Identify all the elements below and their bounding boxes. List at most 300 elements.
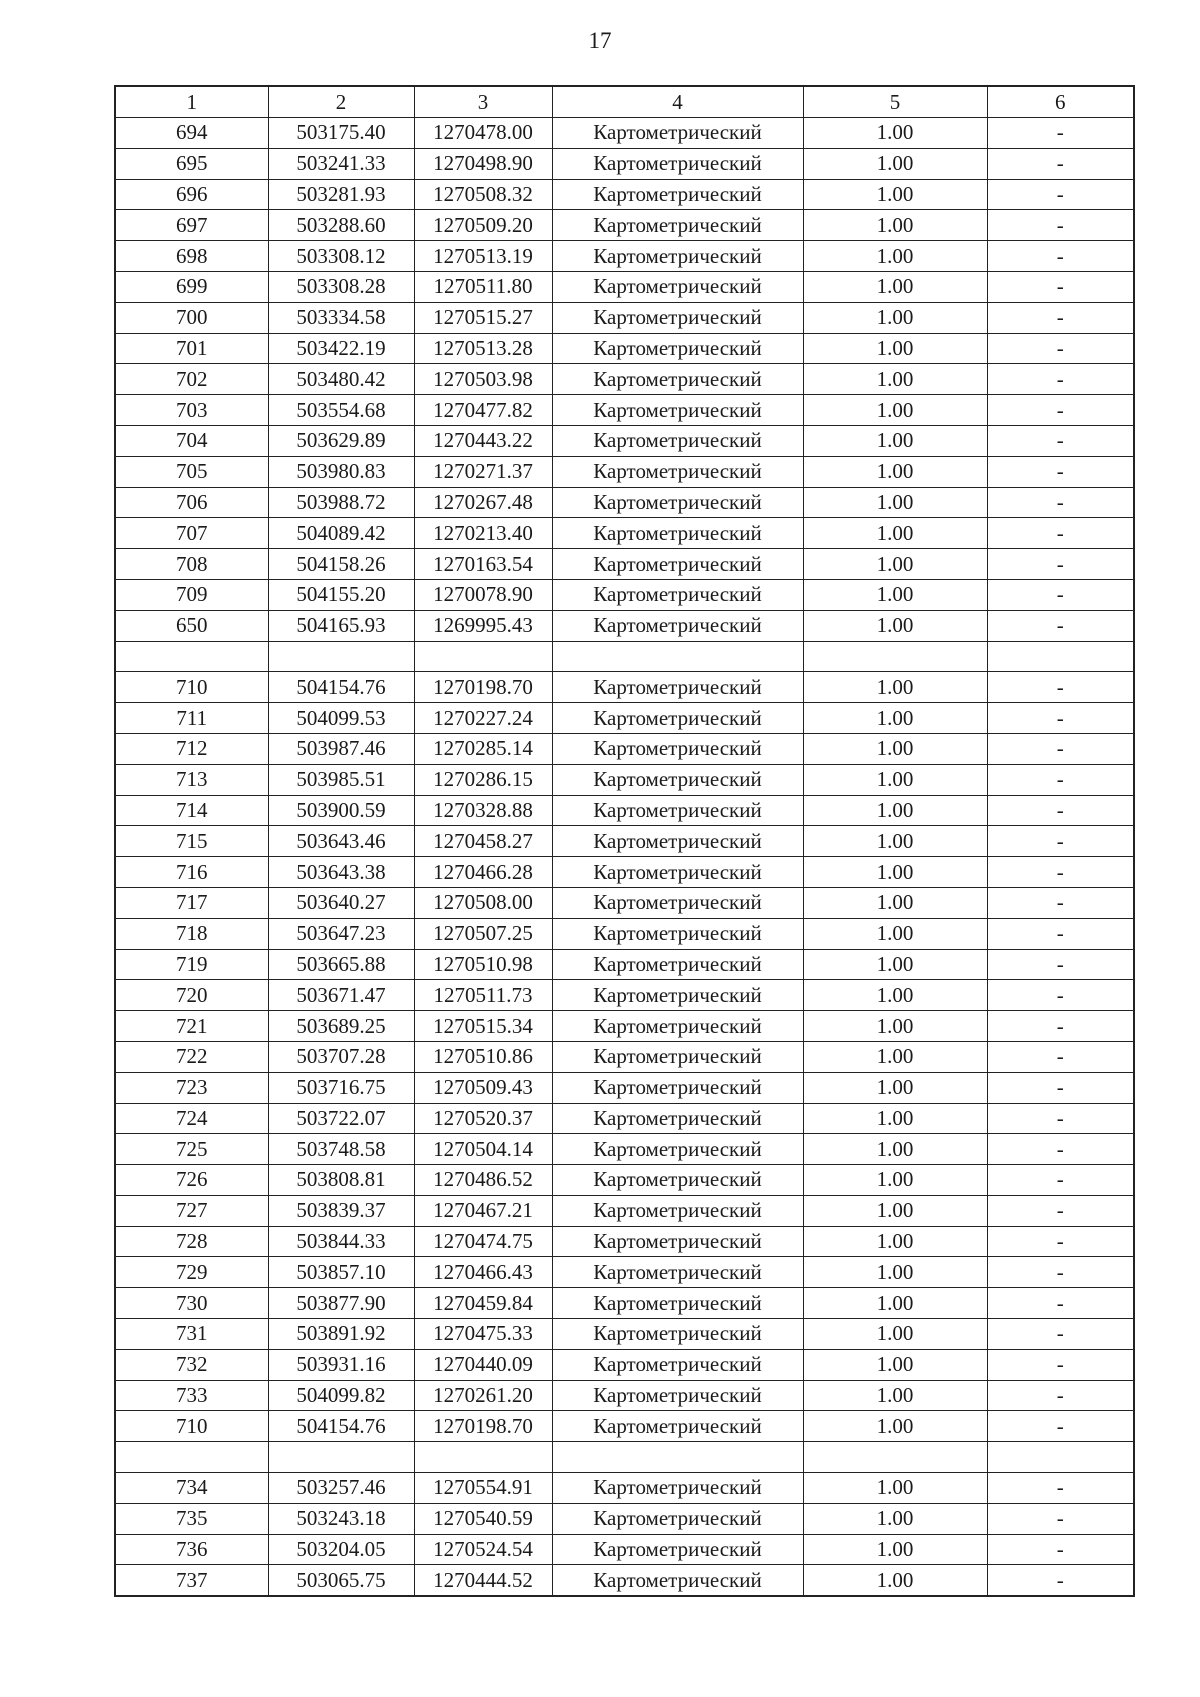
accuracy-cell: 1.00 — [803, 333, 987, 364]
y-coordinate-cell: 1270515.27 — [414, 302, 552, 333]
method-cell: Картометрический — [552, 1134, 803, 1165]
y-coordinate-cell: 1270198.70 — [414, 672, 552, 703]
y-coordinate-cell: 1270510.86 — [414, 1041, 552, 1072]
note-cell — [987, 1442, 1134, 1473]
accuracy-cell: 1.00 — [803, 1195, 987, 1226]
y-coordinate-cell: 1270466.43 — [414, 1257, 552, 1288]
y-coordinate-cell: 1270328.88 — [414, 795, 552, 826]
method-cell: Картометрический — [552, 1288, 803, 1319]
method-cell: Картометрический — [552, 1257, 803, 1288]
accuracy-cell: 1.00 — [803, 733, 987, 764]
column-header-3: 3 — [414, 86, 552, 118]
point-number-cell: 726 — [115, 1165, 268, 1196]
point-number-cell: 695 — [115, 148, 268, 179]
method-cell: Картометрический — [552, 179, 803, 210]
method-cell: Картометрический — [552, 579, 803, 610]
x-coordinate-cell: 504165.93 — [268, 610, 414, 641]
accuracy-cell: 1.00 — [803, 271, 987, 302]
point-number-cell: 694 — [115, 118, 268, 149]
note-cell: - — [987, 1041, 1134, 1072]
x-coordinate-cell: 504154.76 — [268, 1411, 414, 1442]
note-cell: - — [987, 980, 1134, 1011]
method-cell: Картометрический — [552, 1041, 803, 1072]
point-number-cell: 737 — [115, 1565, 268, 1596]
x-coordinate-cell: 504154.76 — [268, 672, 414, 703]
x-coordinate-cell: 504158.26 — [268, 549, 414, 580]
accuracy-cell: 1.00 — [803, 980, 987, 1011]
point-number-cell: 711 — [115, 703, 268, 734]
point-number-cell: 700 — [115, 302, 268, 333]
point-number-cell: 702 — [115, 364, 268, 395]
note-cell: - — [987, 456, 1134, 487]
y-coordinate-cell: 1270520.37 — [414, 1103, 552, 1134]
accuracy-cell: 1.00 — [803, 887, 987, 918]
accuracy-cell: 1.00 — [803, 826, 987, 857]
method-cell: Картометрический — [552, 302, 803, 333]
method-cell: Картометрический — [552, 425, 803, 456]
table-row — [115, 1503, 1134, 1534]
method-cell: Картометрический — [552, 118, 803, 149]
method-cell: Картометрический — [552, 1349, 803, 1380]
x-coordinate-cell: 503308.28 — [268, 271, 414, 302]
x-coordinate-cell: 503808.81 — [268, 1165, 414, 1196]
x-coordinate-cell: 503985.51 — [268, 764, 414, 795]
x-coordinate-cell: 503288.60 — [268, 210, 414, 241]
x-coordinate-cell: 503065.75 — [268, 1565, 414, 1596]
note-cell: - — [987, 1503, 1134, 1534]
table-row — [115, 703, 1134, 734]
note-cell: - — [987, 395, 1134, 426]
point-number-cell: 733 — [115, 1380, 268, 1411]
x-coordinate-cell: 503844.33 — [268, 1226, 414, 1257]
table-row — [115, 118, 1134, 149]
accuracy-cell: 1.00 — [803, 118, 987, 149]
table-row — [115, 1226, 1134, 1257]
y-coordinate-cell: 1270444.52 — [414, 1565, 552, 1596]
table-row — [115, 1072, 1134, 1103]
point-number-cell: 714 — [115, 795, 268, 826]
x-coordinate-cell: 503900.59 — [268, 795, 414, 826]
accuracy-cell: 1.00 — [803, 1565, 987, 1596]
table-row — [115, 1473, 1134, 1504]
point-number-cell: 730 — [115, 1288, 268, 1319]
point-number-cell: 720 — [115, 980, 268, 1011]
accuracy-cell: 1.00 — [803, 672, 987, 703]
column-header-6: 6 — [987, 86, 1134, 118]
accuracy-cell: 1.00 — [803, 1411, 987, 1442]
table-row — [115, 1319, 1134, 1350]
method-cell: Картометрический — [552, 1411, 803, 1442]
point-number-cell: 699 — [115, 271, 268, 302]
note-cell: - — [987, 118, 1134, 149]
table-row — [115, 425, 1134, 456]
point-number-cell: 724 — [115, 1103, 268, 1134]
x-coordinate-cell: 504155.20 — [268, 579, 414, 610]
point-number-cell: 716 — [115, 857, 268, 888]
y-coordinate-cell: 1270510.98 — [414, 949, 552, 980]
table-row — [115, 1380, 1134, 1411]
note-cell: - — [987, 518, 1134, 549]
accuracy-cell: 1.00 — [803, 1288, 987, 1319]
y-coordinate-cell: 1270477.82 — [414, 395, 552, 426]
method-cell: Картометрический — [552, 1534, 803, 1565]
accuracy-cell: 1.00 — [803, 1473, 987, 1504]
method-cell: Картометрический — [552, 703, 803, 734]
note-cell: - — [987, 795, 1134, 826]
x-coordinate-cell: 503987.46 — [268, 733, 414, 764]
y-coordinate-cell: 1270440.09 — [414, 1349, 552, 1380]
point-number-cell: 712 — [115, 733, 268, 764]
y-coordinate-cell: 1270503.98 — [414, 364, 552, 395]
note-cell: - — [987, 425, 1134, 456]
point-number-cell: 710 — [115, 1411, 268, 1442]
method-cell: Картометрический — [552, 1319, 803, 1350]
accuracy-cell: 1.00 — [803, 549, 987, 580]
method-cell: Картометрический — [552, 1226, 803, 1257]
table-row — [115, 456, 1134, 487]
x-coordinate-cell: 504099.53 — [268, 703, 414, 734]
point-number-cell: 721 — [115, 1011, 268, 1042]
method-cell: Картометрический — [552, 857, 803, 888]
x-coordinate-cell: 503665.88 — [268, 949, 414, 980]
y-coordinate-cell: 1270467.21 — [414, 1195, 552, 1226]
y-coordinate-cell — [414, 1442, 552, 1473]
accuracy-cell: 1.00 — [803, 1165, 987, 1196]
note-cell: - — [987, 1349, 1134, 1380]
y-coordinate-cell: 1270213.40 — [414, 518, 552, 549]
accuracy-cell: 1.00 — [803, 425, 987, 456]
x-coordinate-cell: 503629.89 — [268, 425, 414, 456]
table-row — [115, 918, 1134, 949]
note-cell: - — [987, 1380, 1134, 1411]
note-cell: - — [987, 302, 1134, 333]
y-coordinate-cell: 1270524.54 — [414, 1534, 552, 1565]
table-row — [115, 241, 1134, 272]
y-coordinate-cell: 1270498.90 — [414, 148, 552, 179]
note-cell: - — [987, 1257, 1134, 1288]
method-cell — [552, 641, 803, 672]
method-cell: Картометрический — [552, 1503, 803, 1534]
page-number: 17 — [588, 28, 612, 53]
x-coordinate-cell: 503988.72 — [268, 487, 414, 518]
point-number-cell: 715 — [115, 826, 268, 857]
table-header — [115, 86, 1134, 118]
accuracy-cell: 1.00 — [803, 918, 987, 949]
method-cell: Картометрический — [552, 148, 803, 179]
table-row — [115, 518, 1134, 549]
table-row — [115, 210, 1134, 241]
table-row — [115, 764, 1134, 795]
table-row — [115, 271, 1134, 302]
method-cell: Картометрический — [552, 487, 803, 518]
y-coordinate-cell: 1270478.00 — [414, 118, 552, 149]
y-coordinate-cell: 1270486.52 — [414, 1165, 552, 1196]
method-cell: Картометрический — [552, 1072, 803, 1103]
x-coordinate-cell: 504089.42 — [268, 518, 414, 549]
column-header-1: 1 — [115, 86, 268, 118]
note-cell: - — [987, 1288, 1134, 1319]
x-coordinate-cell — [268, 641, 414, 672]
header-row — [115, 86, 1134, 118]
method-cell: Картометрический — [552, 549, 803, 580]
note-cell: - — [987, 210, 1134, 241]
x-coordinate-cell: 503243.18 — [268, 1503, 414, 1534]
method-cell: Картометрический — [552, 456, 803, 487]
accuracy-cell: 1.00 — [803, 1319, 987, 1350]
note-cell: - — [987, 549, 1134, 580]
x-coordinate-cell: 503857.10 — [268, 1257, 414, 1288]
accuracy-cell: 1.00 — [803, 579, 987, 610]
x-coordinate-cell: 503877.90 — [268, 1288, 414, 1319]
y-coordinate-cell: 1270515.34 — [414, 1011, 552, 1042]
accuracy-cell: 1.00 — [803, 610, 987, 641]
point-number-cell: 705 — [115, 456, 268, 487]
method-cell: Картометрический — [552, 610, 803, 641]
y-coordinate-cell: 1270509.43 — [414, 1072, 552, 1103]
table-body — [115, 118, 1134, 1597]
note-cell: - — [987, 733, 1134, 764]
method-cell: Картометрический — [552, 826, 803, 857]
method-cell: Картометрический — [552, 1195, 803, 1226]
y-coordinate-cell: 1270511.80 — [414, 271, 552, 302]
table-row — [115, 980, 1134, 1011]
table-row — [115, 179, 1134, 210]
point-number-cell: 701 — [115, 333, 268, 364]
note-cell: - — [987, 1565, 1134, 1596]
method-cell: Картометрический — [552, 918, 803, 949]
y-coordinate-cell: 1270271.37 — [414, 456, 552, 487]
x-coordinate-cell: 503891.92 — [268, 1319, 414, 1350]
method-cell: Картометрический — [552, 518, 803, 549]
accuracy-cell: 1.00 — [803, 1072, 987, 1103]
method-cell: Картометрический — [552, 241, 803, 272]
point-number-cell: 698 — [115, 241, 268, 272]
note-cell: - — [987, 764, 1134, 795]
note-cell: - — [987, 1473, 1134, 1504]
method-cell: Картометрический — [552, 1165, 803, 1196]
table-row — [115, 148, 1134, 179]
method-cell: Картометрический — [552, 364, 803, 395]
note-cell: - — [987, 918, 1134, 949]
note-cell: - — [987, 610, 1134, 641]
x-coordinate-cell: 503722.07 — [268, 1103, 414, 1134]
accuracy-cell: 1.00 — [803, 1041, 987, 1072]
note-cell: - — [987, 579, 1134, 610]
x-coordinate-cell: 503647.23 — [268, 918, 414, 949]
point-number-cell: 729 — [115, 1257, 268, 1288]
note-cell: - — [987, 1072, 1134, 1103]
point-number-cell: 710 — [115, 672, 268, 703]
table-row — [115, 1011, 1134, 1042]
accuracy-cell: 1.00 — [803, 1103, 987, 1134]
table-row — [115, 1534, 1134, 1565]
table-row — [115, 887, 1134, 918]
method-cell: Картометрический — [552, 672, 803, 703]
y-coordinate-cell: 1270474.75 — [414, 1226, 552, 1257]
note-cell: - — [987, 887, 1134, 918]
table-row — [115, 857, 1134, 888]
y-coordinate-cell: 1270267.48 — [414, 487, 552, 518]
method-cell: Картометрический — [552, 887, 803, 918]
table-row — [115, 949, 1134, 980]
y-coordinate-cell: 1270513.19 — [414, 241, 552, 272]
accuracy-cell — [803, 641, 987, 672]
accuracy-cell: 1.00 — [803, 302, 987, 333]
point-number-cell: 703 — [115, 395, 268, 426]
point-number-cell — [115, 1442, 268, 1473]
accuracy-cell: 1.00 — [803, 1226, 987, 1257]
column-header-2: 2 — [268, 86, 414, 118]
note-cell: - — [987, 949, 1134, 980]
point-number-cell: 735 — [115, 1503, 268, 1534]
y-coordinate-cell: 1269995.43 — [414, 610, 552, 641]
table-row — [115, 1565, 1134, 1596]
note-cell: - — [987, 1134, 1134, 1165]
point-number-cell — [115, 641, 268, 672]
y-coordinate-cell — [414, 641, 552, 672]
table-row — [115, 826, 1134, 857]
accuracy-cell: 1.00 — [803, 241, 987, 272]
table-row — [115, 579, 1134, 610]
table-row — [115, 549, 1134, 580]
note-cell: - — [987, 1103, 1134, 1134]
x-coordinate-cell: 503257.46 — [268, 1473, 414, 1504]
y-coordinate-cell: 1270509.20 — [414, 210, 552, 241]
note-cell: - — [987, 1319, 1134, 1350]
point-number-cell: 708 — [115, 549, 268, 580]
x-coordinate-cell: 503175.40 — [268, 118, 414, 149]
method-cell: Картометрический — [552, 980, 803, 1011]
table-row — [115, 364, 1134, 395]
accuracy-cell: 1.00 — [803, 949, 987, 980]
table-row — [115, 1041, 1134, 1072]
x-coordinate-cell: 503422.19 — [268, 333, 414, 364]
note-cell: - — [987, 364, 1134, 395]
note-cell: - — [987, 1195, 1134, 1226]
point-number-cell: 697 — [115, 210, 268, 241]
x-coordinate-cell: 503643.46 — [268, 826, 414, 857]
table-row — [115, 1195, 1134, 1226]
x-coordinate-cell: 504099.82 — [268, 1380, 414, 1411]
y-coordinate-cell: 1270459.84 — [414, 1288, 552, 1319]
coordinates-table — [114, 85, 1135, 1597]
x-coordinate-cell: 503640.27 — [268, 887, 414, 918]
x-coordinate-cell: 503281.93 — [268, 179, 414, 210]
table-row — [115, 1288, 1134, 1319]
note-cell: - — [987, 148, 1134, 179]
y-coordinate-cell: 1270198.70 — [414, 1411, 552, 1442]
accuracy-cell: 1.00 — [803, 857, 987, 888]
accuracy-cell: 1.00 — [803, 179, 987, 210]
table-row — [115, 333, 1134, 364]
note-cell: - — [987, 1411, 1134, 1442]
table-row — [115, 672, 1134, 703]
note-cell: - — [987, 1226, 1134, 1257]
x-coordinate-cell: 503748.58 — [268, 1134, 414, 1165]
x-coordinate-cell: 503204.05 — [268, 1534, 414, 1565]
note-cell: - — [987, 703, 1134, 734]
point-number-cell: 696 — [115, 179, 268, 210]
table-row-separator — [115, 641, 1134, 672]
table-row — [115, 487, 1134, 518]
y-coordinate-cell: 1270475.33 — [414, 1319, 552, 1350]
accuracy-cell: 1.00 — [803, 1380, 987, 1411]
point-number-cell: 717 — [115, 887, 268, 918]
note-cell: - — [987, 672, 1134, 703]
point-number-cell: 718 — [115, 918, 268, 949]
table-row — [115, 1134, 1134, 1165]
column-header-4: 4 — [552, 86, 803, 118]
table-row — [115, 733, 1134, 764]
column-header-5: 5 — [803, 86, 987, 118]
method-cell: Картометрический — [552, 271, 803, 302]
y-coordinate-cell: 1270163.54 — [414, 549, 552, 580]
method-cell: Картометрический — [552, 764, 803, 795]
point-number-cell: 719 — [115, 949, 268, 980]
table-row — [115, 302, 1134, 333]
x-coordinate-cell: 503980.83 — [268, 456, 414, 487]
point-number-cell: 722 — [115, 1041, 268, 1072]
note-cell: - — [987, 333, 1134, 364]
accuracy-cell: 1.00 — [803, 1534, 987, 1565]
accuracy-cell: 1.00 — [803, 1349, 987, 1380]
point-number-cell: 704 — [115, 425, 268, 456]
x-coordinate-cell: 503671.47 — [268, 980, 414, 1011]
y-coordinate-cell: 1270511.73 — [414, 980, 552, 1011]
accuracy-cell: 1.00 — [803, 395, 987, 426]
y-coordinate-cell: 1270540.59 — [414, 1503, 552, 1534]
table-row — [115, 1411, 1134, 1442]
note-cell — [987, 641, 1134, 672]
x-coordinate-cell: 503643.38 — [268, 857, 414, 888]
x-coordinate-cell: 503308.12 — [268, 241, 414, 272]
y-coordinate-cell: 1270508.32 — [414, 179, 552, 210]
x-coordinate-cell: 503241.33 — [268, 148, 414, 179]
point-number-cell: 736 — [115, 1534, 268, 1565]
point-number-cell: 713 — [115, 764, 268, 795]
point-number-cell: 707 — [115, 518, 268, 549]
accuracy-cell: 1.00 — [803, 1257, 987, 1288]
y-coordinate-cell: 1270507.25 — [414, 918, 552, 949]
point-number-cell: 731 — [115, 1319, 268, 1350]
accuracy-cell: 1.00 — [803, 148, 987, 179]
table-row — [115, 1165, 1134, 1196]
method-cell: Картометрический — [552, 1103, 803, 1134]
method-cell: Картометрический — [552, 733, 803, 764]
table-row — [115, 1103, 1134, 1134]
note-cell: - — [987, 826, 1134, 857]
method-cell: Картометрический — [552, 1565, 803, 1596]
y-coordinate-cell: 1270443.22 — [414, 425, 552, 456]
note-cell: - — [987, 241, 1134, 272]
y-coordinate-cell: 1270508.00 — [414, 887, 552, 918]
point-number-cell: 727 — [115, 1195, 268, 1226]
x-coordinate-cell: 503716.75 — [268, 1072, 414, 1103]
y-coordinate-cell: 1270261.20 — [414, 1380, 552, 1411]
note-cell: - — [987, 1011, 1134, 1042]
y-coordinate-cell: 1270285.14 — [414, 733, 552, 764]
point-number-cell: 709 — [115, 579, 268, 610]
table-row — [115, 395, 1134, 426]
accuracy-cell: 1.00 — [803, 1134, 987, 1165]
table-row — [115, 1349, 1134, 1380]
accuracy-cell: 1.00 — [803, 518, 987, 549]
y-coordinate-cell: 1270504.14 — [414, 1134, 552, 1165]
point-number-cell: 723 — [115, 1072, 268, 1103]
accuracy-cell: 1.00 — [803, 1011, 987, 1042]
x-coordinate-cell: 503707.28 — [268, 1041, 414, 1072]
method-cell: Картометрический — [552, 1380, 803, 1411]
